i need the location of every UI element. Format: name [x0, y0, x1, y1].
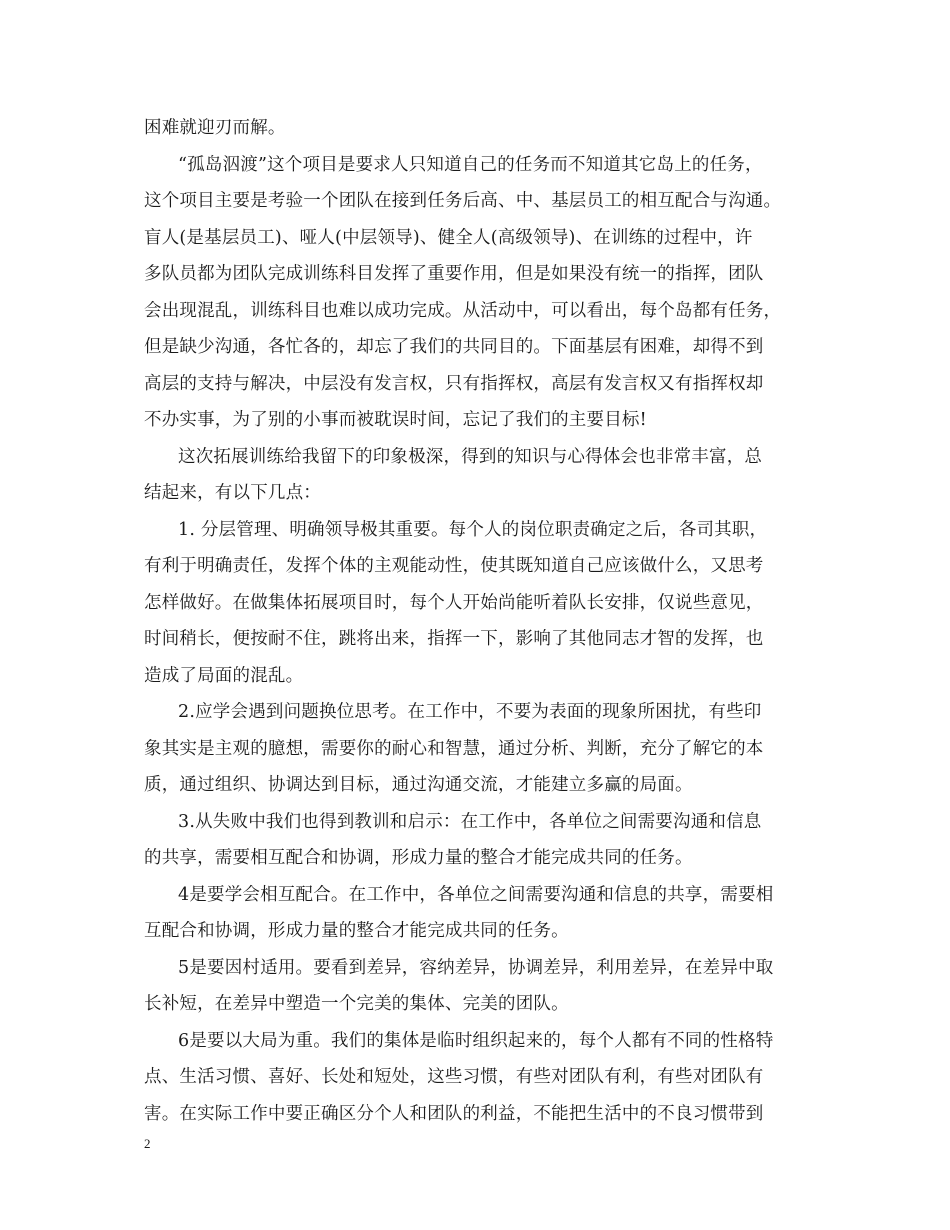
text-line: 时间稍长，便按耐不住，跳将出来，指挥一下，影响了其他同志才智的发挥，也 — [144, 629, 764, 649]
text-line: 3.从失败中我们也得到教训和启示：在工作中，各单位之间需要沟通和信息 — [178, 812, 762, 832]
text-line: 这次拓展训练给我留下的印象极深，得到的知识与心得体会也非常丰富，总 — [178, 447, 763, 467]
text-line: 这个项目主要是考验一个团队在接到任务后高、中、基层员工的相互配合与沟通。 — [144, 191, 782, 211]
text-line: 4是要学会相互配合。在工作中，各单位之间需要沟通和信息的共享，需要相 — [178, 885, 774, 905]
text-line: 质，通过组织、协调达到目标，通过沟通交流，才能建立多赢的局面。 — [144, 775, 693, 795]
text-line: 盲人(是基层员工)、哑人(中层领导)、健全人(高级领导)、在训练的过程中，许 — [144, 228, 753, 248]
text-line: 的共享，需要相互配合和协调，形成力量的整合才能完成共同的任务。 — [144, 848, 693, 868]
text-line: 点、生活习惯、喜好、长处和短处，这些习惯，有些对团队有利，有些对团队有 — [144, 1067, 764, 1087]
text-line: 造成了局面的混乱。 — [144, 666, 304, 686]
text-line: 会出现混乱，训练科目也难以成功完成。从活动中，可以看出，每个岛都有任务， — [144, 301, 782, 321]
text-line: 结起来，有以下几点： — [144, 483, 321, 503]
text-line: 5是要因村适用。要看到差异，容纳差异，协调差异，利用差异，在差异中取 — [178, 958, 774, 978]
page-number: 2 — [144, 1136, 151, 1151]
text-line: “孤岛泅渡”这个项目是要求人只知道自己的任务而不知道其它岛上的任务， — [178, 155, 763, 175]
text-line: 多队员都为团队完成训练科目发挥了重要作用，但是如果没有统一的指挥，团队 — [144, 264, 764, 284]
text-line: 害。在实际工作中要正确区分个人和团队的利益，不能把生活中的不良习惯带到 — [144, 1104, 764, 1124]
text-line: 6是要以大局为重。我们的集体是临时组织起来的，每个人都有不同的性格特 — [178, 1031, 774, 1051]
text-line: 象其实是主观的臆想，需要你的耐心和智慧，通过分析、判断，充分了解它的本 — [144, 739, 764, 759]
text-line: 但是缺少沟通，各忙各的，却忘了我们的共同目的。下面基层有困难，却得不到 — [144, 337, 764, 357]
text-line: 2.应学会遇到问题换位思考。在工作中，不要为表面的现象所困扰，有些印 — [178, 702, 762, 722]
text-line: 有利于明确责任，发挥个体的主观能动性，使其既知道自己应该做什么，又思考 — [144, 556, 764, 576]
text-line: 互配合和协调，形成力量的整合才能完成共同的任务。 — [144, 921, 569, 941]
text-line: 怎样做好。在做集体拓展项目时，每个人开始尚能听着队长安排，仅说些意见， — [144, 593, 764, 613]
text-line: 困难就迎刃而解。 — [144, 118, 286, 138]
text-line: 不办实事，为了别的小事而被耽误时间，忘记了我们的主要目标! — [144, 410, 647, 430]
text-line: 高层的支持与解决，中层没有发言权，只有指挥权，高层有发言权又有指挥权却 — [144, 374, 764, 394]
text-line: 1. 分层管理、明确领导极其重要。每个人的岗位职责确定之后，各司其职， — [178, 520, 768, 540]
text-line: 长补短，在差异中塑造一个完美的集体、完美的团队。 — [144, 994, 569, 1014]
